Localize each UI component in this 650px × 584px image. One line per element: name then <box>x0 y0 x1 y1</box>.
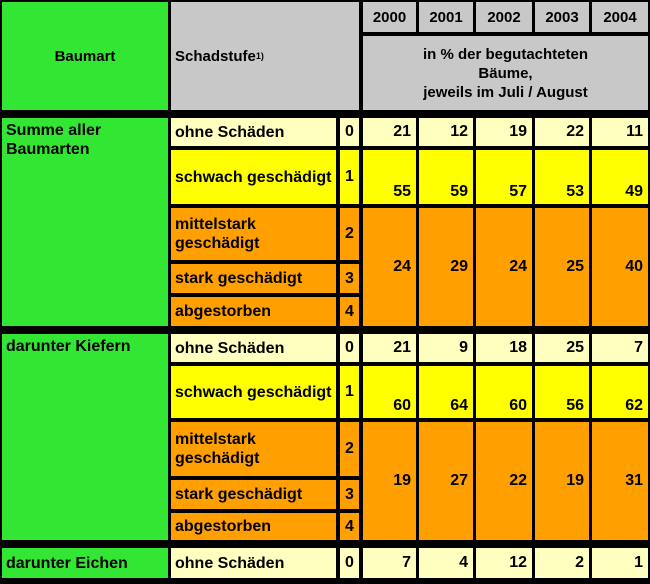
value-cell: 9 <box>419 334 473 362</box>
year-2001: 2001 <box>419 2 473 32</box>
value-cell: 57 <box>476 150 532 204</box>
schadstufe-code: 3 <box>340 264 359 293</box>
baumart-summe: Summe aller Baumarten <box>2 118 168 326</box>
schadstufe-label: abgestorben <box>171 513 336 540</box>
schadstufe-code: 4 <box>340 513 359 540</box>
value-cell: 24 <box>476 208 532 326</box>
value-cell: 60 <box>363 366 416 418</box>
value-cell: 64 <box>419 366 473 418</box>
value-cell: 49 <box>592 150 648 204</box>
value-cell: 1 <box>592 548 648 578</box>
schadstufe-label: abgestorben <box>171 297 336 326</box>
value-cell: 31 <box>592 422 648 540</box>
value-cell: 59 <box>419 150 473 204</box>
schadstufe-label: stark geschädigt <box>171 264 336 293</box>
value-cell: 12 <box>419 118 473 146</box>
schadstufe-label: ohne Schäden <box>171 334 336 362</box>
value-cell: 12 <box>476 548 532 578</box>
schadstufe-code: 4 <box>340 297 359 326</box>
year-2002: 2002 <box>476 2 532 32</box>
value-cell: 19 <box>476 118 532 146</box>
value-cell: 4 <box>419 548 473 578</box>
value-cell: 2 <box>535 548 589 578</box>
value-cell: 55 <box>363 150 416 204</box>
schadstufe-header: Schadstufe 1) <box>171 2 359 110</box>
schadstufe-label: stark geschädigt <box>171 480 336 509</box>
value-cell: 7 <box>592 334 648 362</box>
value-cell: 40 <box>592 208 648 326</box>
schadstufe-code: 3 <box>340 480 359 509</box>
baumart-header: Baumart <box>2 2 168 110</box>
schadstufe-label: schwach geschädigt <box>171 150 336 204</box>
schadstufe-code: 1 <box>340 150 359 204</box>
schadstufe-label: ohne Schäden <box>171 118 336 146</box>
value-cell: 19 <box>535 422 589 540</box>
value-cell: 22 <box>476 422 532 540</box>
value-cell: 7 <box>363 548 416 578</box>
schadstufe-label: mittelstark geschädigt <box>171 208 336 260</box>
year-2003: 2003 <box>535 2 589 32</box>
schadstufe-code: 1 <box>340 366 359 418</box>
value-cell: 18 <box>476 334 532 362</box>
baumart-eichen: darunter Eichen <box>2 548 168 578</box>
baumart-kiefern: darunter Kiefern <box>2 334 168 540</box>
value-cell: 25 <box>535 208 589 326</box>
schadstufe-code: 2 <box>340 208 359 260</box>
value-cell: 21 <box>363 118 416 146</box>
value-cell: 19 <box>363 422 416 540</box>
schadstufe-code: 2 <box>340 422 359 476</box>
year-2004: 2004 <box>592 2 648 32</box>
value-cell: 21 <box>363 334 416 362</box>
schadstufe-label: mittelstark geschädigt <box>171 422 336 476</box>
value-cell: 24 <box>363 208 416 326</box>
value-cell: 53 <box>535 150 589 204</box>
value-cell: 62 <box>592 366 648 418</box>
year-2000: 2000 <box>363 2 416 32</box>
value-cell: 25 <box>535 334 589 362</box>
value-cell: 11 <box>592 118 648 146</box>
unit-header: in % der begutachteten Bäume, jeweils im Juli / August <box>363 36 648 110</box>
value-cell: 22 <box>535 118 589 146</box>
value-cell: 56 <box>535 366 589 418</box>
value-cell: 29 <box>419 208 473 326</box>
schadstufe-label: schwach geschädigt <box>171 366 336 418</box>
value-cell: 60 <box>476 366 532 418</box>
value-cell: 27 <box>419 422 473 540</box>
schadstufe-label: ohne Schäden <box>171 548 336 578</box>
schadstufe-code: 0 <box>340 118 359 146</box>
schadstufe-code: 0 <box>340 548 359 578</box>
schadstufe-code: 0 <box>340 334 359 362</box>
